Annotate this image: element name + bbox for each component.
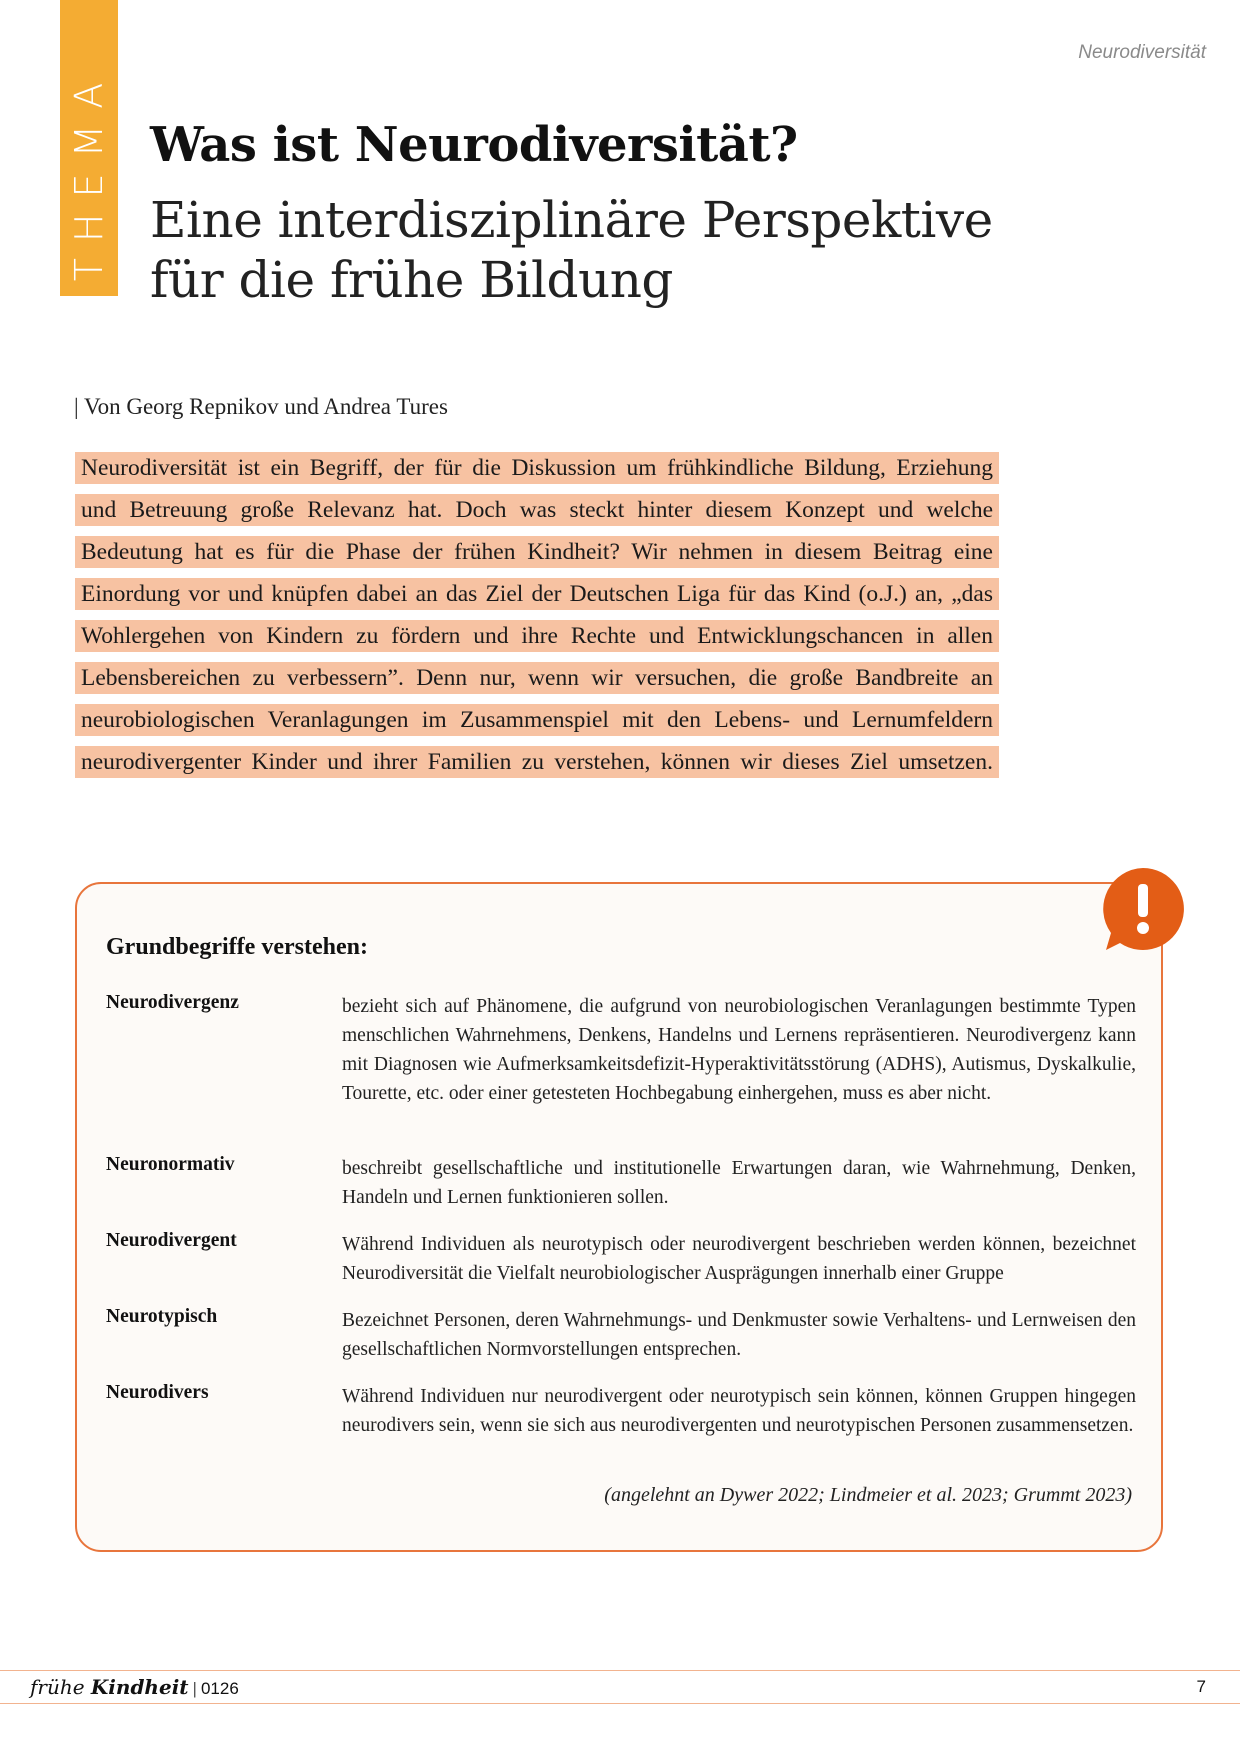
magazine-name-part: Kindheit xyxy=(90,1675,189,1699)
glossary-box xyxy=(75,882,1163,1552)
glossary-definition: Während Individuen nur neurodivergent oder neurotypisch sein können, können Gruppen hingegen neurodivers sein, wenn sie sich aus neurodivergenten und neurotypischen Personen zusammensetzen. xyxy=(342,1386,1136,1436)
footer-rule xyxy=(0,1670,1240,1671)
lead-paragraph xyxy=(75,452,999,788)
lead-line: neurobiologischen Veranlagungen im Zusammenspiel mit den Lebens- und Lernumfeldern xyxy=(75,704,999,736)
glossary-heading: Grundbegriffe verstehen: xyxy=(106,934,368,960)
article-subtitle xyxy=(150,190,993,310)
footer-separator: | xyxy=(192,1679,197,1698)
lead-line: Bedeutung hat es für die Phase der frühen Kindheit? Wir nehmen in diesem Beitrag eine xyxy=(75,536,999,568)
lead-line: Wohlergehen von Kindern zu fördern und ihre Rechte und Entwicklungschancen in allen xyxy=(75,620,999,652)
running-head: Neurodiversität xyxy=(1078,42,1206,63)
byline: | Von Georg Repnikov und Andrea Tures xyxy=(74,394,448,419)
issue-number: 0126 xyxy=(200,1679,239,1698)
page-number: 7 xyxy=(1196,1677,1206,1696)
glossary-definition: Bezeichnet Personen, deren Wahrnehmungs- und Denkmuster sowie Verhaltens- und Lernweisen den gesellschaftlichen Normvorstellungen entsprechen. xyxy=(342,1310,1136,1360)
lead-line: und Betreuung große Relevanz hat. Doch was steckt hinter diesem Konzept und welche xyxy=(75,494,999,526)
glossary-term: Neurodivergent xyxy=(106,1230,237,1251)
lead-line: Neurodiversität ist ein Begriff, der für die Diskussion um frühkindliche Bildung, Erziehung xyxy=(75,452,999,484)
lead-line: Lebensbereichen zu verbessern”. Denn nur, wenn wir versuchen, die große Bandbreite an xyxy=(75,662,999,694)
glossary-term: Neurotypisch xyxy=(106,1306,218,1327)
subtitle-line: für die frühe Bildung xyxy=(150,251,673,309)
glossary-source: (angelehnt an Dywer 2022; Lindmeier et al. 2023; Grummt 2023) xyxy=(604,1484,1132,1506)
glossary-definition: bezieht sich auf Phänomene, die aufgrund von neurobiologischen Veranlagungen bestimmte Typen menschlichen Wahrnehmens, Denkens, Handelns und Lernens repräsentieren. Neurodivergenz kann mit Diagnosen wie Aufmerksamkeitsdefizit-Hyperaktivitätsstörung (ADHS), Autismus, Dyskalkulie, Tourette, etc. oder einer getesteten Hochbegabung einhergehen, muss es aber nicht. xyxy=(342,996,1136,1104)
section-tag: THEMA xyxy=(67,66,111,282)
subtitle-line: Eine interdisziplinäre Perspektive xyxy=(150,191,993,249)
glossary-term: Neurodivergenz xyxy=(106,992,239,1013)
lead-line: neurodivergenter Kinder und ihrer Familien zu verstehen, können wir dieses Ziel umsetzen. xyxy=(75,746,999,778)
lead-line: Einordung vor und knüpfen dabei an das Ziel der Deutschen Liga für das Kind (o.J.) an, „das xyxy=(75,578,999,610)
footer-magazine xyxy=(30,1675,239,1699)
article-title: Was ist Neurodiversität? xyxy=(150,117,798,173)
footer-rule xyxy=(0,1703,1240,1704)
glossary-term: Neuronormativ xyxy=(106,1154,235,1175)
magazine-name-part: frühe xyxy=(30,1675,85,1699)
exclamation-icon xyxy=(1100,866,1186,952)
glossary-term: Neurodivers xyxy=(106,1382,209,1403)
glossary-definition: beschreibt gesellschaftliche und institutionelle Erwartungen daran, wie Wahrnehmung, Denken, Handeln und Lernen funktionieren sollen. xyxy=(342,1158,1136,1208)
glossary-definition: Während Individuen als neurotypisch oder neurodivergent beschrieben werden können, bezeichnet Neurodiversität die Vielfalt neurobiologischer Ausprägungen innerhalb einer Gruppe xyxy=(342,1234,1136,1284)
